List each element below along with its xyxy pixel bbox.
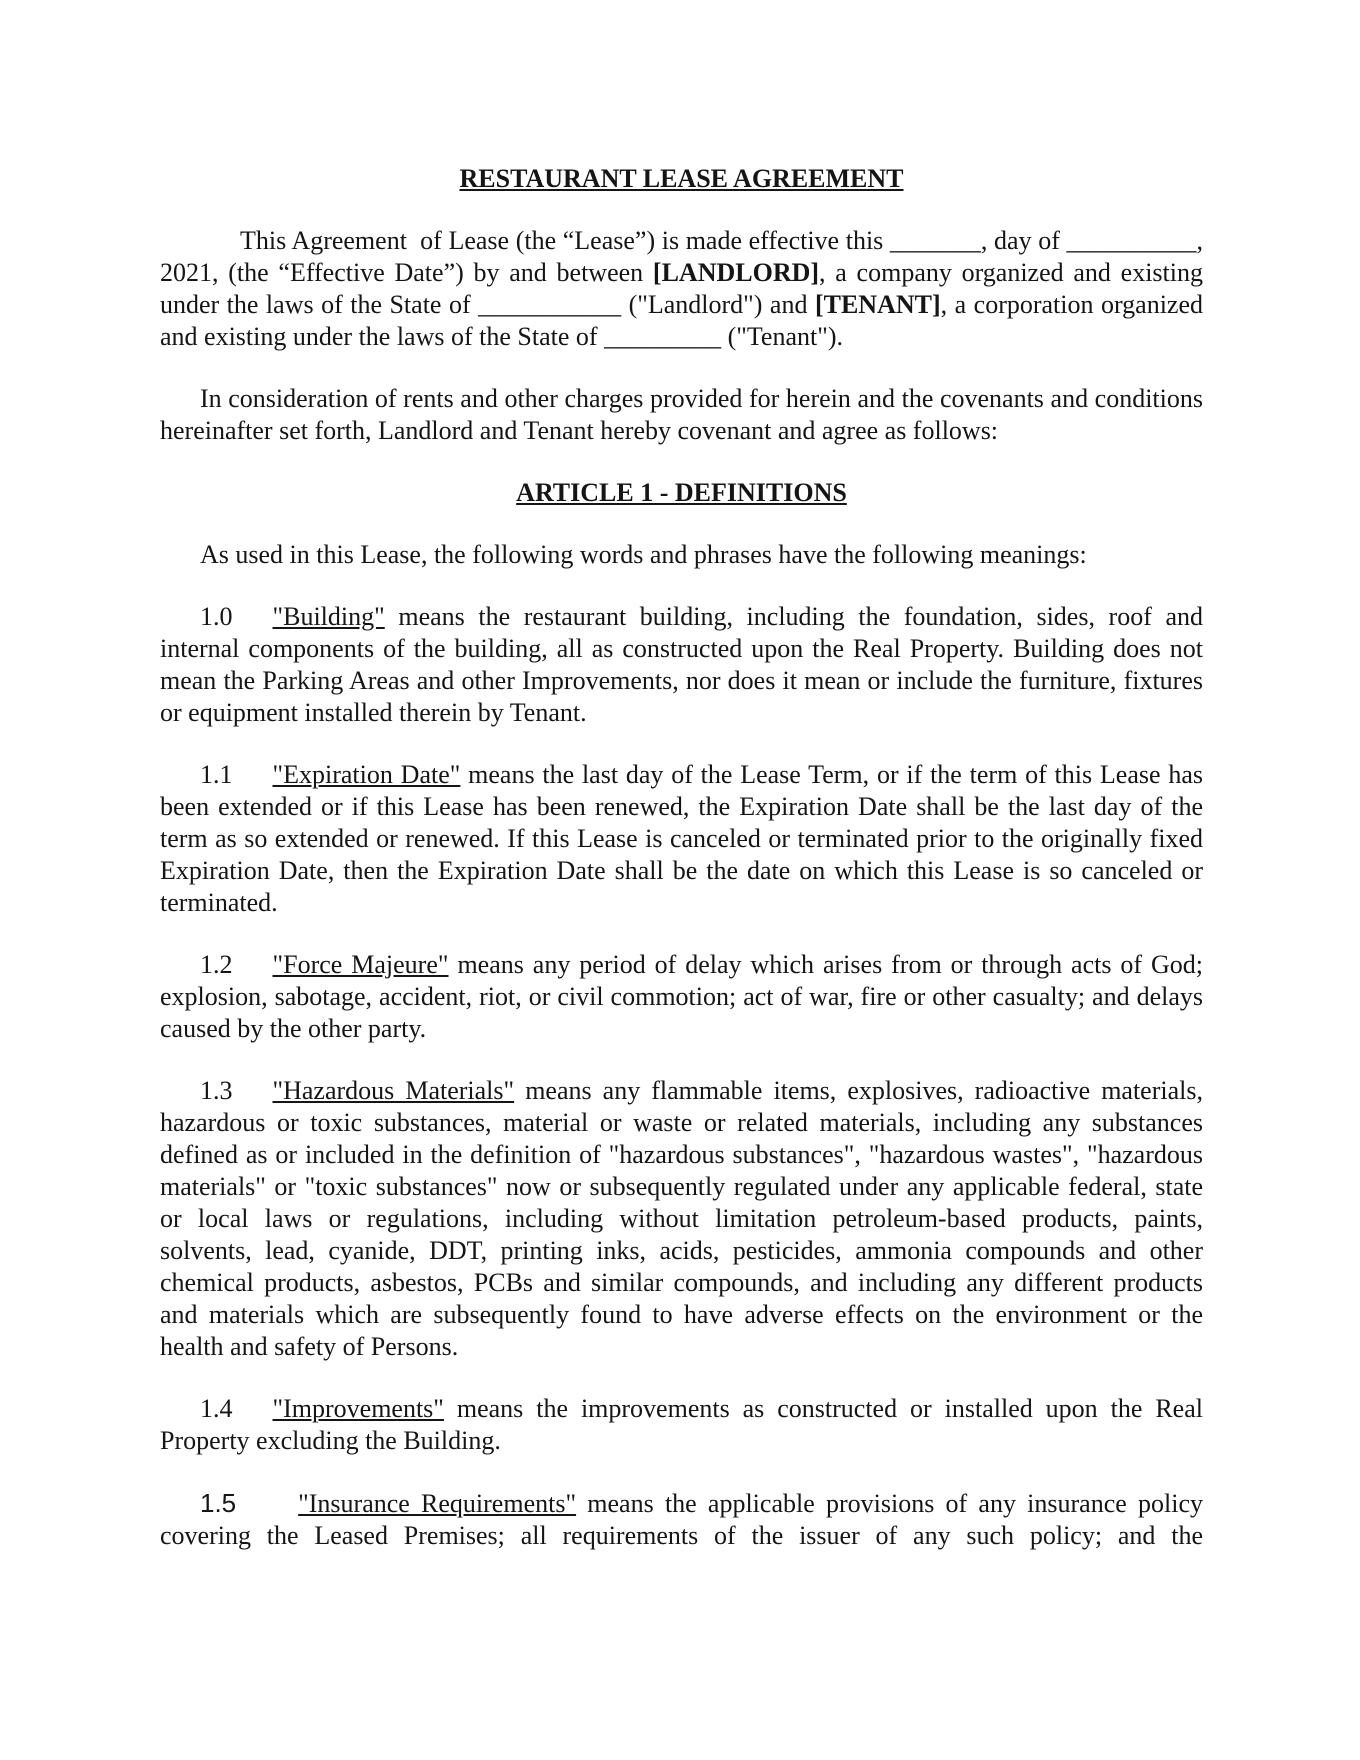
article-1-heading: ARTICLE 1 - DEFINITIONS [516,478,847,507]
blank-tenant-state: _________ [604,322,722,351]
intro-text-7: ("Tenant"). [721,322,843,351]
definition-1-4 [160,1393,1203,1457]
defined-term-insurance-requirements: "Insurance Requirements" [298,1489,577,1518]
blank-landlord-state: ___________ [478,290,622,319]
section-number-1-1: 1.1 [200,760,233,789]
defined-term-improvements: "Improvements" [272,1394,444,1423]
landlord-placeholder: [LANDLORD] [652,258,820,287]
intro-text-2: , day of [980,226,1067,255]
definition-1-2 [160,949,1203,1045]
section-number-1-5: 1.5 [200,1488,237,1518]
intro-text-4: , a company organized and existing under the laws of the State of [160,258,1204,319]
section-number-1-4: 1.4 [200,1394,233,1423]
definition-1-5 [160,1487,1203,1552]
section-number-1-2: 1.2 [200,950,233,979]
intro-text-5: ("Landlord") and [621,290,815,319]
consideration-paragraph: In consideration of rents and other charges provided for herein and the covenants and conditions hereinafter set forth, Landlord and Tenant hereby covenant and agree as follows: [160,384,1203,445]
defined-term-force-majeure: "Force Majeure" [272,950,449,979]
intro-paragraph [160,225,1203,353]
intro-text-1: This Agreement of Lease (the “Lease”) is made effective this [240,226,890,255]
definition-body-1-2: means any period of delay which arises from or through acts of God; explosion, sabotage, accident, riot, or civil commotion; act of war, fire or other casualty; and delays caused by the other party. [160,950,1204,1043]
definition-1-0 [160,601,1203,729]
section-number-1-3: 1.3 [200,1076,233,1105]
blank-month: __________ [1066,226,1197,255]
definition-body-1-5: means the applicable provisions of any insurance policy covering the Leased Premises; all requirements of the issuer of any such policy; and the [160,1489,1203,1550]
defined-term-expiration-date: "Expiration Date" [272,760,461,789]
tenant-placeholder: [TENANT] [814,290,941,319]
section-number-1-0: 1.0 [200,602,233,631]
intro-text-6: , a corporation organized and existing under the laws of the State of [160,290,1204,351]
blank-day: _______ [889,226,981,255]
definition-body-1-1: means the last day of the Lease Term, or if the term of this Lease has been extended or if this Lease has been renewed, the Expiration Date shall be the last day of the term as so extended or renewed. If this Lease is canceled or terminated prior to the originally fixed Expiration Date, then the Expiration Date shall be the date on which this Lease is so canceled or terminated. [160,760,1203,917]
definition-1-1 [160,759,1203,919]
definition-body-1-3: means any flammable items, explosives, radioactive materials, hazardous or toxic substances, material or waste or related materials, including any substances defined as or included in the definition of "hazardous substances", "hazardous wastes", "hazardous materials" or "toxic substances" now or subsequently regulated under any applicable federal, state or local laws or regulations, including without limitation petroleum-based products, paints, solvents, lead, cyanide, DDT, printing inks, acids, pesticides, ammonia compounds and other chemical products, asbestos, PCBs and similar compounds, and including any different products and materials which are subsequently found to have adverse effects on the environment or the health and safety of Persons. [160,1076,1203,1361]
definition-1-3 [160,1075,1203,1363]
document-title: RESTAURANT LEASE AGREEMENT [459,164,904,193]
intro-text-3: , 2021, (the “Effective Date”) by and between [160,226,1204,287]
definitions-lead-paragraph: As used in this Lease, the following words and phrases have the following meanings: [200,540,1087,569]
defined-term-building: "Building" [272,602,385,631]
definition-body-1-0: means the restaurant building, including the foundation, sides, roof and internal components of the building, all as constructed upon the Real Property. Building does not mean the Parking Areas and other Improvements, nor does it mean or include the furniture, fixtures or equipment installed therein by Tenant. [160,602,1203,727]
defined-term-hazardous-materials: "Hazardous Materials" [272,1076,515,1105]
definition-body-1-4: means the improvements as constructed or installed upon the Real Property excluding the Building. [160,1394,1203,1455]
